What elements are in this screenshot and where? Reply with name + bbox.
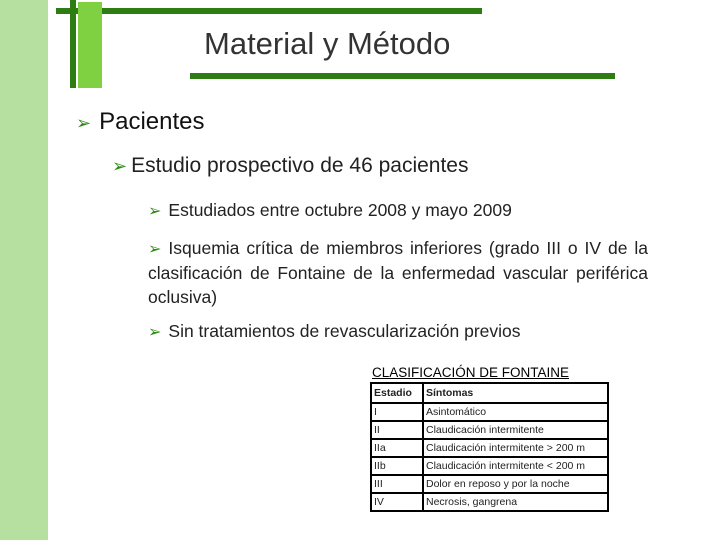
- title-bottom-rule: [190, 73, 615, 79]
- bullet-level1: [76, 108, 205, 136]
- table-cell-symptom: Claudicación intermitente: [423, 421, 608, 439]
- slide-title: Material y Método: [204, 26, 451, 61]
- arrow-bullet-icon: ➢: [76, 113, 92, 134]
- table-header-row: [371, 383, 608, 403]
- table-cell-symptom: Claudicación intermitente > 200 m: [423, 439, 608, 457]
- table-row: [371, 457, 608, 475]
- table-cell-symptom: Necrosis, gangrena: [423, 493, 608, 511]
- bullet-level2: [112, 154, 468, 178]
- table-row: [371, 421, 608, 439]
- bullet-level3-text: Sin tratamientos de revascularización previos: [168, 321, 521, 341]
- column-header: Síntomas: [423, 383, 608, 403]
- column-header: Estadio: [371, 383, 423, 403]
- arrow-bullet-icon: ➢: [148, 201, 162, 220]
- table-cell-stage: I: [371, 403, 423, 421]
- table-row: [371, 493, 608, 511]
- table-cell-stage: IIa: [371, 439, 423, 457]
- table-row: [371, 439, 608, 457]
- bullet-level3-text: Isquemia crítica de miembros inferiores (grado III o IV de la clasificación de Fontaine de la enfermedad vascular periférica oclusiva): [148, 238, 648, 307]
- bullet-level3-text: Estudiados entre octubre 2008 y mayo 2009: [168, 200, 512, 220]
- table-caption: CLASIFICACIÓN DE FONTAINE: [372, 365, 570, 380]
- bullet-level3: [148, 236, 648, 309]
- left-decorative-band: [0, 0, 48, 540]
- title-vertical-accent: [78, 2, 102, 88]
- table-row: [371, 403, 608, 421]
- table-cell-symptom: Claudicación intermitente < 200 m: [423, 457, 608, 475]
- table-row: [371, 475, 608, 493]
- arrow-bullet-icon: ➢: [148, 322, 162, 341]
- table-cell-stage: IV: [371, 493, 423, 511]
- table-cell-stage: III: [371, 475, 423, 493]
- bullet-level1-text: Pacientes: [99, 108, 205, 135]
- table-cell-stage: II: [371, 421, 423, 439]
- arrow-bullet-icon: ➢: [112, 156, 128, 177]
- title-top-rule: [56, 8, 482, 14]
- table-cell-stage: IIb: [371, 457, 423, 475]
- table-cell-symptom: Asintomático: [423, 403, 608, 421]
- arrow-bullet-icon: ➢: [148, 239, 162, 258]
- bullet-level2-text: Estudio prospectivo de 46 pacientes: [131, 154, 469, 177]
- title-vertical-bar: [70, 0, 76, 88]
- bullet-level3: [148, 321, 521, 342]
- fontaine-table: [370, 382, 609, 512]
- bullet-level3: [148, 200, 512, 221]
- table-cell-symptom: Dolor en reposo y por la noche: [423, 475, 608, 493]
